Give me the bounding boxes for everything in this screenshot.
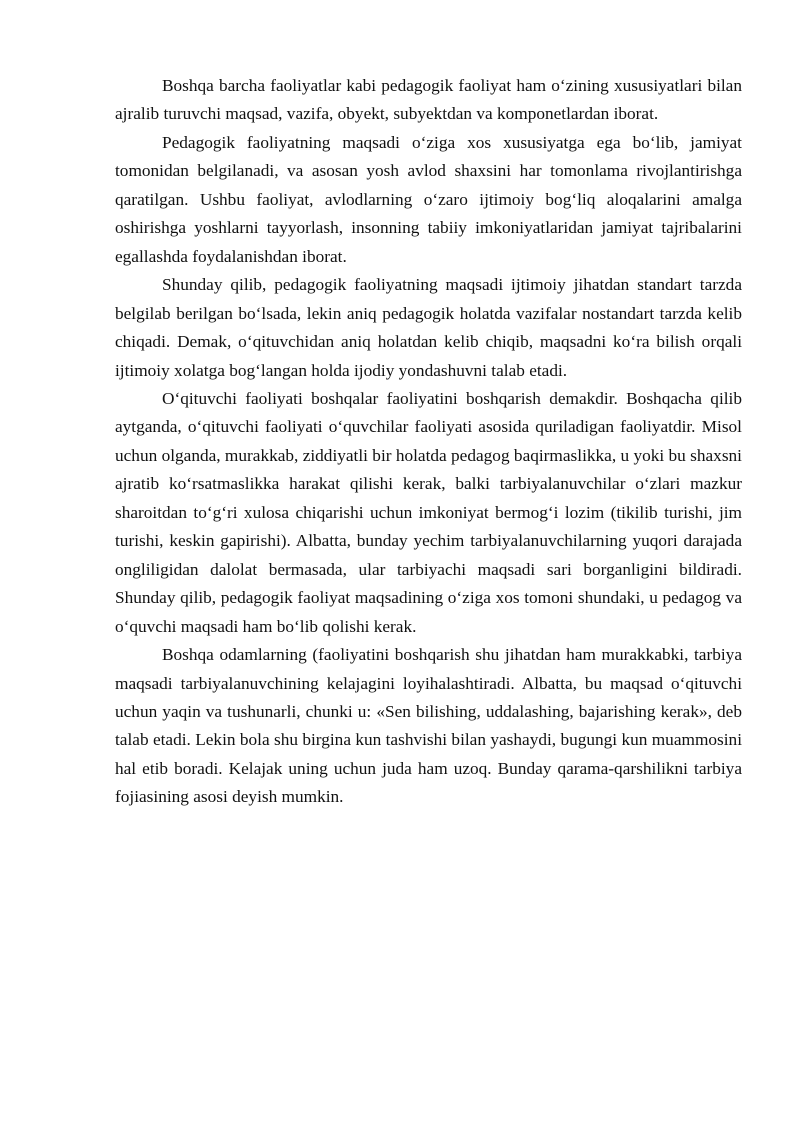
document-page: [115, 72, 742, 812]
paragraph-5: Boshqa odamlarning (faoliyatini boshqarish shu jihatdan ham murakkabki, tarbiya maqsadi tarbiyalanuvchining kelajagini loyihalashtiradi. Albatta, bu maqsad o‘qituvchi uchun yaqin va tushunarli, chunki u: «Sen bilishing, uddalashing, bajarishing kerak», deb talab etadi. Lekin bola shu birgina kun tashvishi bilan yashaydi, bugungi kun muammosini hal etib boradi. Kelajak uning uchun juda ham uzoq. Bunday qarama-qarshilikni tarbiya fojiasining asosi deyish mumkin.: [115, 645, 742, 807]
paragraph-4: O‘qituvchi faoliyati boshqalar faoliyatini boshqarish demakdir. Boshqacha qilib aytganda, o‘qituvchi faoliyati o‘quvchilar faoliyati asosida quriladigan faoliyatdir. Misol uchun olganda, murakkab, ziddiyatli bir holatda pedagog baqirmaslikka, u yoki bu shaxsni ajratib ko‘rsatmaslikka harakat qilishi kerak, balki tarbiyalanuvchilar o‘zlari mazkur sharoitdan to‘g‘ri xulosa chiqarishi uchun imkoniyat bermog‘i lozim (tikilib turishi, jim turishi, keskin gapirishi). Albatta, bunday yechim tarbiyalanuvchilarning yuqori darajada ongliligidan dalolat bermasada, ular tarbiyachi maqsadi sari borganligini bildiradi. Shunday qilib, pedagogik faoliyat maqsadining o‘ziga xos tomoni shundaki, u pedagog va o‘quvchi maqsadi ham bo‘lib qolishi kerak.: [115, 388, 742, 636]
paragraph-2: Pedagogik faoliyatning maqsadi o‘ziga xos xususiyatga ega bo‘lib, jamiyat tomonidan belgilanadi, va asosan yosh avlod shaxsini har tomonlama rivojlantirishga qaratilgan. Ushbu faoliyat, avlodlarning o‘zaro ijtimoiy bog‘liq aloqalarini amalga oshirishga yoshlarni tayyorlash, insonning tabiiy imkoniyatlaridan jamiyat tajribalarini egallashda foydalanishdan iborat.: [115, 132, 742, 266]
paragraph-1: Boshqa barcha faoliyatlar kabi pedagogik faoliyat ham o‘zining xususiyatlari bilan ajralib turuvchi maqsad, vazifa, obyekt, subyektdan va komponetlardan iborat.: [115, 76, 742, 124]
paragraph-3: Shunday qilib, pedagogik faoliyatning maqsadi ijtimoiy jihatdan standart tarzda belgilab berilgan bo‘lsada, lekin aniq pedagogik holatda vazifalar nostandart tarzda kelib chiqadi. Demak, o‘qituvchidan aniq holatdan kelib chiqib, maqsadni ko‘ra bilish orqali ijtimoiy xolatga bog‘langan holda ijodiy yondashuvni talab etadi.: [115, 275, 742, 380]
